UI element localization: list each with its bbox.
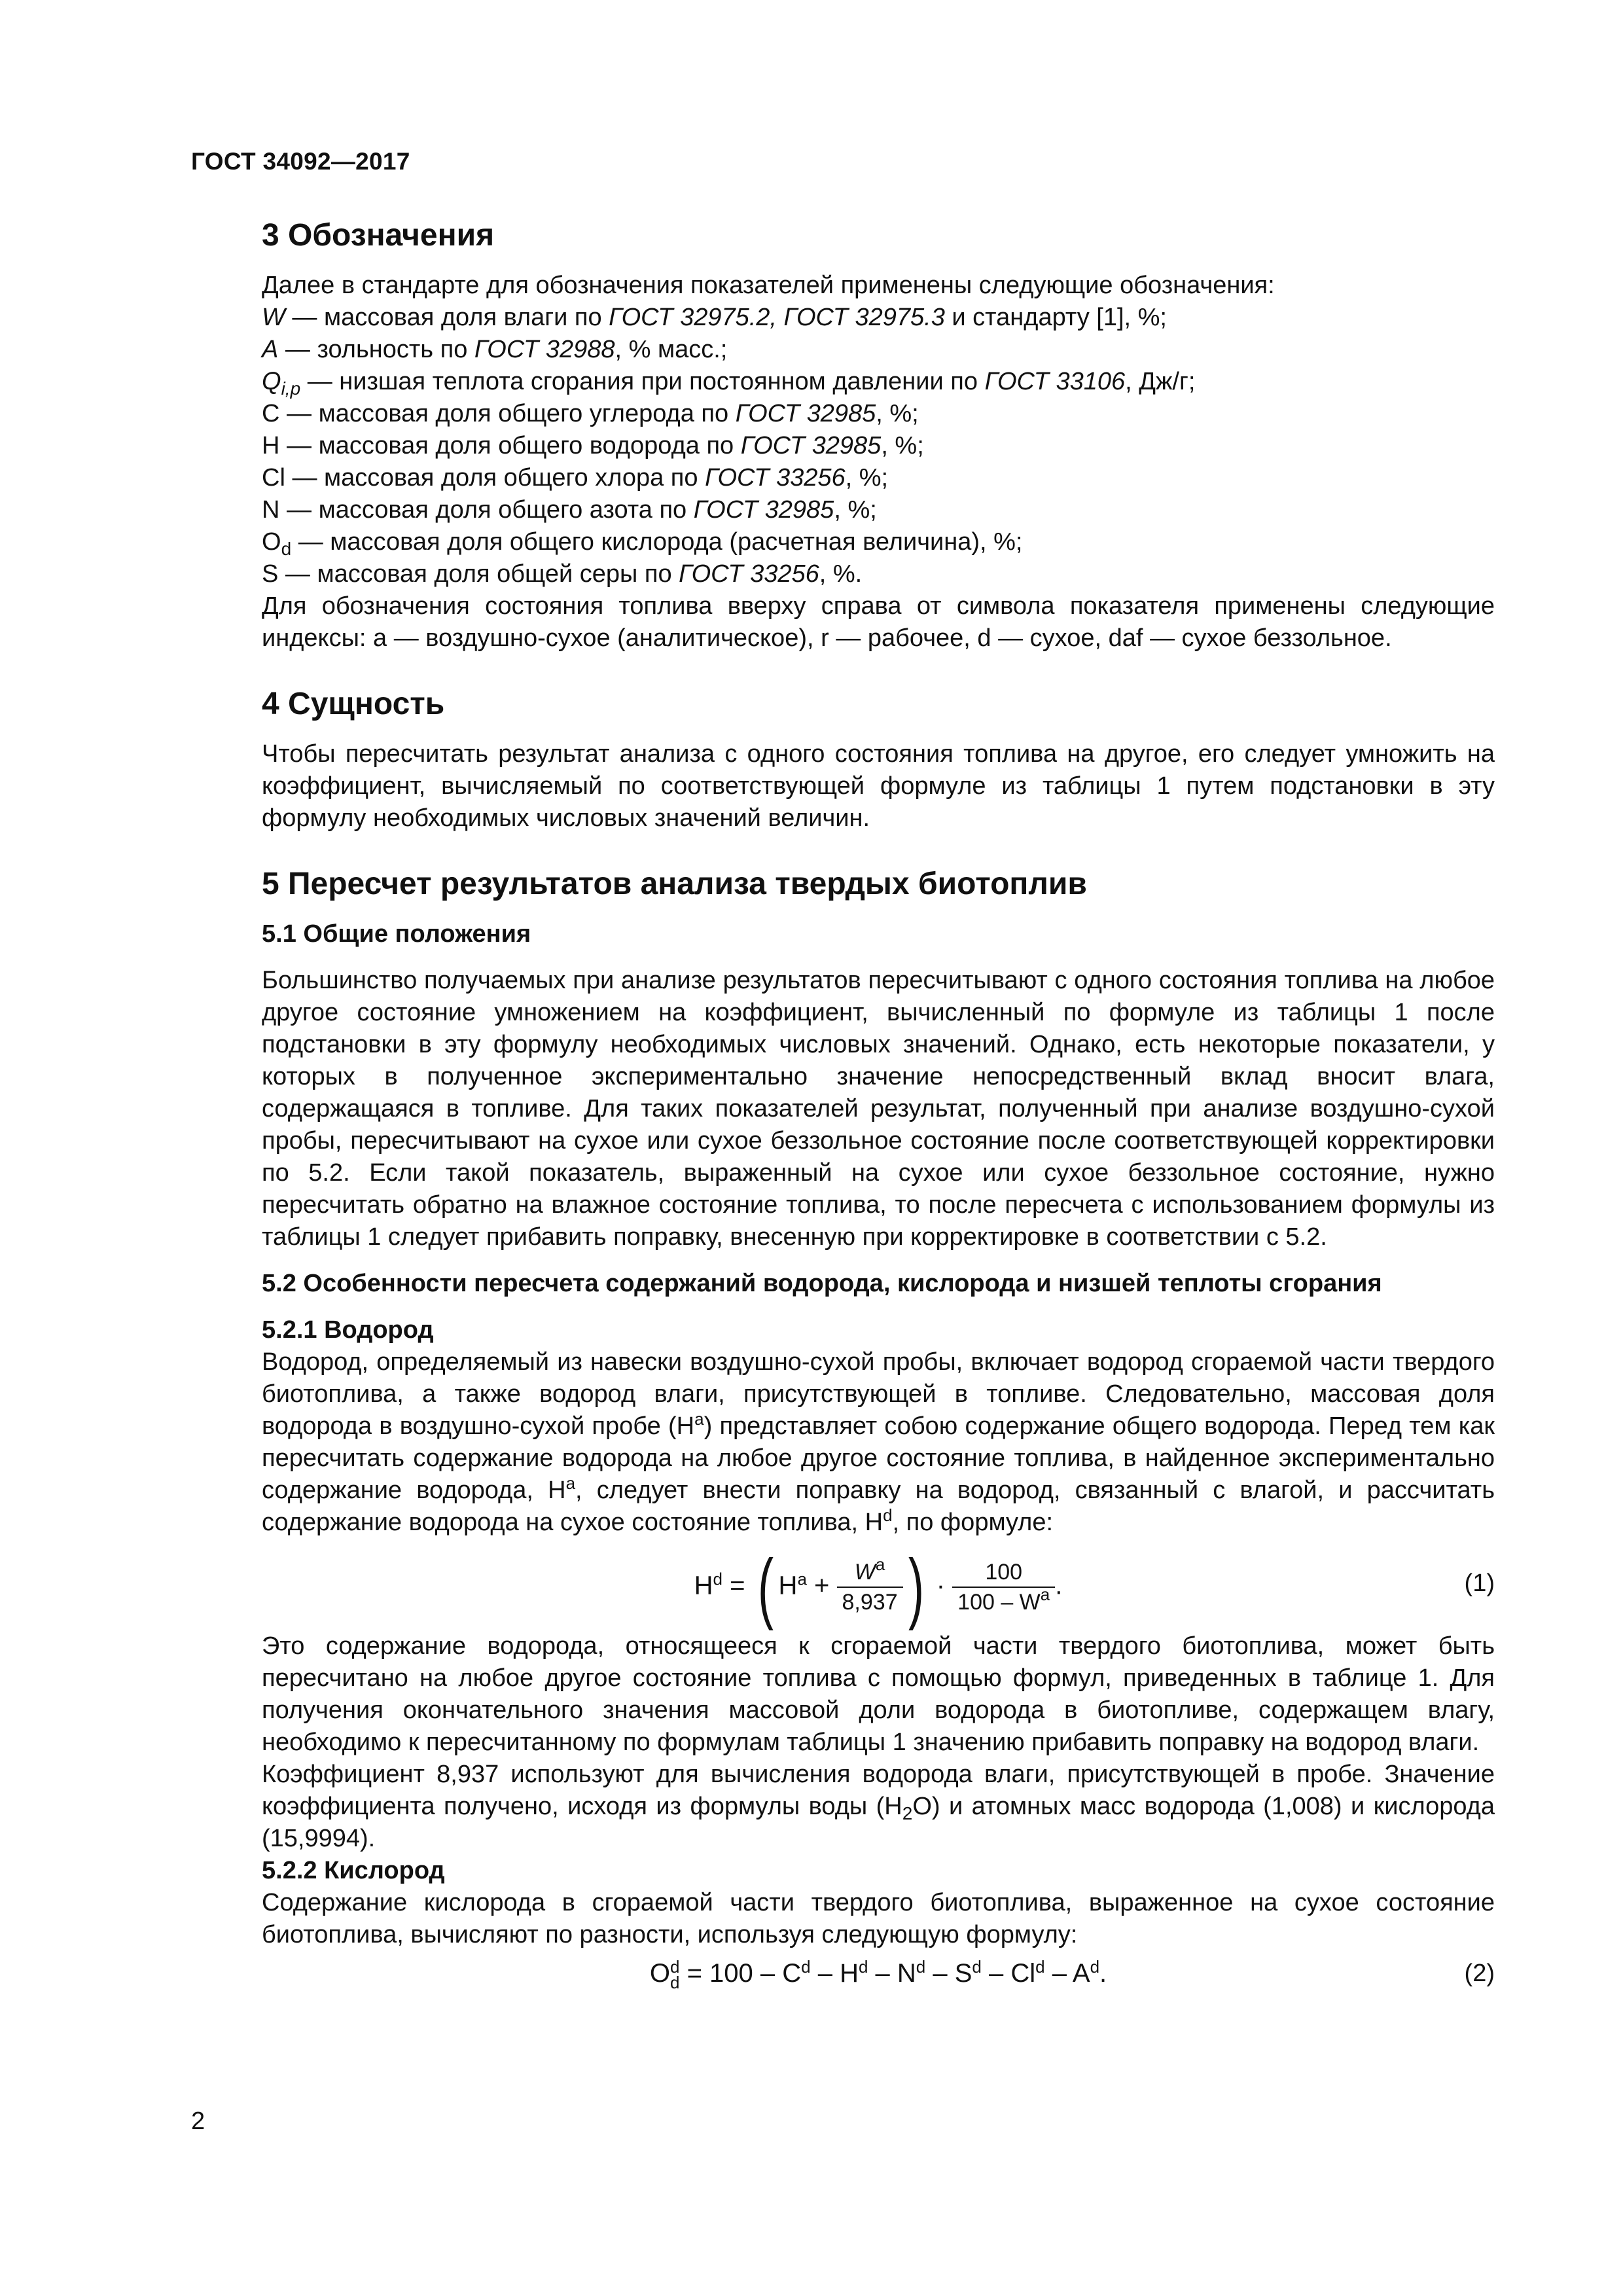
equation-2-number: (2) — [1464, 1960, 1495, 1987]
document-body — [262, 216, 1495, 1998]
eq2-term: – $S^d$ — [925, 1957, 982, 1988]
equation-2: O d d = $100 - C^d - H^d - N^d - S^d - Cl^d - A^d$. (2) — [649, 1957, 1495, 1993]
section-5-1-title: 5.1 Общие положения — [262, 920, 531, 948]
eq2-lhs: O d d — [649, 1957, 680, 1993]
eq1-lhs: Н — [694, 1571, 713, 1600]
eq2-term: – $A^d$ — [1044, 1957, 1100, 1988]
section-3-indices: Для обозначения состояния топлива вверху справа от символа показателя применены следующие индексы: a — воздушно-сухое (аналитическое), r — рабочее, d — сухое, daf — сухое беззольное. — [262, 592, 1495, 652]
definition-item: S — массовая доля общей серы по ГОСТ 33256, %. — [262, 560, 863, 588]
definition-item: N — массовая доля общего азота по ГОСТ 32985, %; — [262, 496, 877, 524]
section-3-title: 3 Обозначения — [262, 218, 495, 253]
section-5-2-1-para-3: Коэффициент 8,937 используют для вычисления водорода влаги, присутствующей в пробе. Значение коэффициента получено, исходя из формулы воды $(H_2O)$ и атомных масс водорода (1,008) и кислорода (15,9994). — [262, 1761, 1495, 1852]
section-5-2-title: 5.2 Особенности пересчета содержаний водорода, кислорода и низшей теплоты сгорания — [262, 1270, 1382, 1297]
definition-item: W — массовая доля влаги по ГОСТ 32975.2, ГОСТ 32975.3 и стандарту [1], %; — [262, 304, 1167, 331]
section-4-title: 4 Сущность — [262, 687, 445, 721]
section-5-2-1-para-1: Водород, определяемый из навески воздушно-сухой пробы, включает водород сгораемой части твердого биотоплива, а также водород влаги, присутствующей в топливе. Следовательно, массовая доля водорода в воздушно-сухой пробе $(Н^a)$ представляет собою содержание общего водорода. Перед тем как пересчитать содержание водорода на любое другое состояние топлива, в найденное экспериментально содержание водорода, $Н^a$, следует внести поправку на водород, связанный с влагой, и рассчитать содержание водорода на сухое состояние топлива, $Н^d$, по формуле: — [262, 1348, 1495, 1536]
page-number: 2 — [191, 2108, 205, 2135]
eq2-term: – Cl$^d$ — [981, 1957, 1045, 1988]
eq2-term: – $H^d$ — [810, 1957, 868, 1988]
section-4-text: Чтобы пересчитать результат анализа с одного состояния топлива на другое, его следует умножить на коэффициент, вычисляемый по соответствующей формуле из таблицы 1 путем подстановки в эту формулу необходимых числовых значений величин. — [262, 740, 1495, 832]
eq2-term: – $N^d$ — [868, 1957, 926, 1988]
section-5-2-1-para-2: Это содержание водорода, относящееся к сгораемой части твердого биотоплива, может быть пересчитано на любое другое состояние топлива с помощью формул, приведенных в таблице 1. Для получения окончательного значения массовой доли водорода в биотопливе, содержащем влагу, необходимо к пересчитанному по формулам таблицы 1 значению прибавить поправку на водород влаги. — [262, 1632, 1495, 1756]
definition-item: Н — массовая доля общего водорода по ГОСТ 32985, %; — [262, 432, 924, 459]
eq1-fraction-2: $\frac{100}{100 - W^a}$ — [952, 1558, 1055, 1617]
definition-item: $Q_{i,p}$ — низшая теплота сгорания при постоянном давлении по ГОСТ 33106, Дж/г; — [262, 368, 1196, 399]
section-3-intro: Далее в стандарте для обозначения показателей применены следующие обозначения: — [262, 272, 1275, 299]
section-5-2-2-title: 5.2.2 Кислород — [262, 1857, 445, 1884]
definitions-list — [262, 302, 1495, 590]
definition-item: Cl — массовая доля общего хлора по ГОСТ 33256, %; — [262, 464, 889, 492]
section-5-2-2-text: Содержание кислорода в сгораемой части твердого биотоплива, выраженное на сухое состояние биотоплива, вычисляют по разности, используя следующую формулу: — [262, 1889, 1495, 1948]
section-5-1-text: Большинство получаемых при анализе результатов пересчитывают с одного состояния топлива на любое другое состояние умножением на коэффициент, вычисленный по формуле из таблицы 1 после подстановки в эту формулу необходимых числовых значений. Однако, есть некоторые показатели, у которых в полученное экспериментально значение непосредственный вклад вносит влага, содержащаяся в топливе. Для таких показателей результат, полученный при анализе воздушно-сухой пробы, пересчитывают на сухое или сухое беззольное состояние после соответствующей корректировки по 5.2. Если такой показатель, выраженный на сухое или сухое беззольное состояние, нужно пересчитать обратно на влажное состояние топлива, то после пересчета с использованием формулы из таблицы 1 следует прибавить поправку, внесенную при корректировке в соответствии с 5.2. — [262, 967, 1495, 1251]
definition-item: $O_d$ — массовая доля общего кислорода (расчетная величина), %; — [262, 528, 1023, 559]
section-5-2-1-title: 5.2.1 Водород — [262, 1316, 434, 1344]
definition-item: С — массовая доля общего углерода по ГОСТ 32985, %; — [262, 400, 919, 427]
section-5-title: 5 Пересчет результатов анализа твердых биотоплив — [262, 867, 1087, 901]
definition-item: A — зольность по ГОСТ 32988, % масс.; — [262, 336, 728, 363]
equation-1-number: (1) — [1464, 1570, 1495, 1597]
document-code-header: ГОСТ 34092—2017 — [191, 148, 410, 175]
eq1-fraction-1: $\frac{W^a}{8,937}$ — [837, 1558, 903, 1617]
equation-1: $Н^d$ = ( $Н^a$ + $\frac{W^a}{8,937}$ ) · $\frac{100}{100 - W^a}$ . (1) — [694, 1543, 1495, 1631]
